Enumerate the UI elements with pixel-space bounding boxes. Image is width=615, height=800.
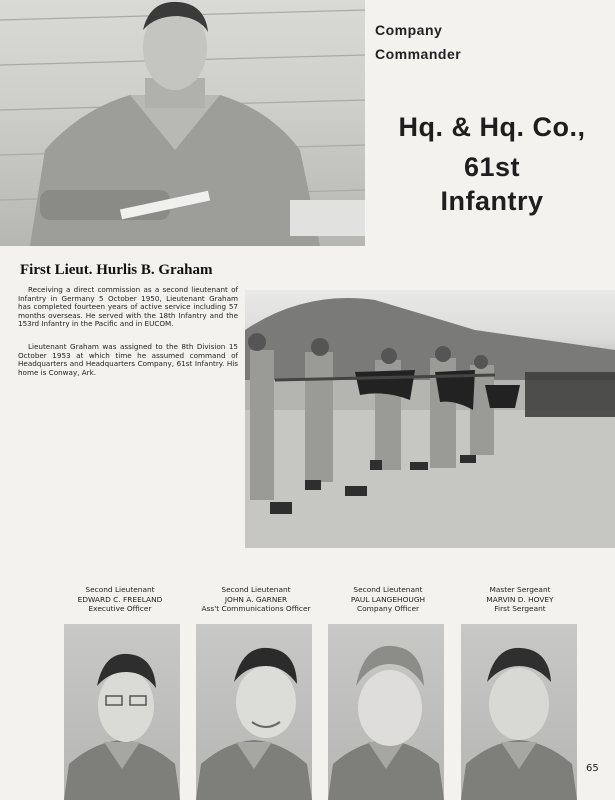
unit-title-line1: Hq. & Hq. Co., xyxy=(398,112,586,142)
portrait-langehough xyxy=(328,624,444,800)
bio-paragraph-2: Lieutenant Graham was assigned to the 8th Division 15 October 1953 at which time he assumed command of Headquarters and Headquarters Company, 61st Infantry. His home is Conway, Ark. xyxy=(18,342,238,377)
unit-title-line3: Infantry xyxy=(440,186,544,216)
officer-rank: Second Lieutenant xyxy=(221,585,291,594)
commander-name: First Lieut. Hurlis B. Graham xyxy=(20,262,213,278)
portrait-hovey xyxy=(461,624,577,800)
commander-label: Commander xyxy=(375,46,462,62)
officer-name: JOHN A. GARNER xyxy=(224,594,288,604)
portrait-garner xyxy=(196,624,312,800)
officer-name: MARVIN D. HOVEY xyxy=(486,594,554,604)
drill-photo xyxy=(245,290,615,548)
company-label: Company xyxy=(375,22,443,38)
officer-position: Executive Officer xyxy=(88,604,152,614)
commander-bio-1 xyxy=(18,286,238,329)
officer-rank: Master Sergeant xyxy=(489,585,551,594)
officer-caption-hovey xyxy=(445,585,595,614)
commander-bio-2 xyxy=(18,343,238,377)
officer-name: EDWARD C. FREELAND xyxy=(77,594,163,604)
officer-rank: Second Lieutenant xyxy=(353,585,423,594)
officer-caption-langehough xyxy=(313,585,463,614)
officer-caption-garner xyxy=(181,585,331,614)
bio-paragraph-1: Receiving a direct commission as a second lieutenant of Infantry in Germany 5 October 1950, Lieutenant Graham has completed fourteen years of active service including 57 months overseas. He served with the 18th Infantry and the 153rd Infantry in the Pacific and in EUCOM. xyxy=(18,285,238,329)
officer-rank: Second Lieutenant xyxy=(85,585,155,594)
officer-position: Ass't Communications Officer xyxy=(201,604,311,614)
officer-name: PAUL LANGEHOUGH xyxy=(350,594,426,604)
officer-position: First Sergeant xyxy=(494,604,546,614)
officer-position: Company Officer xyxy=(356,604,420,614)
page-number: 65 xyxy=(586,763,599,774)
officer-caption-freeland xyxy=(45,585,195,614)
unit-title-line2: 61st xyxy=(463,152,521,182)
portrait-freeland xyxy=(64,624,180,800)
commander-photo xyxy=(0,0,365,246)
